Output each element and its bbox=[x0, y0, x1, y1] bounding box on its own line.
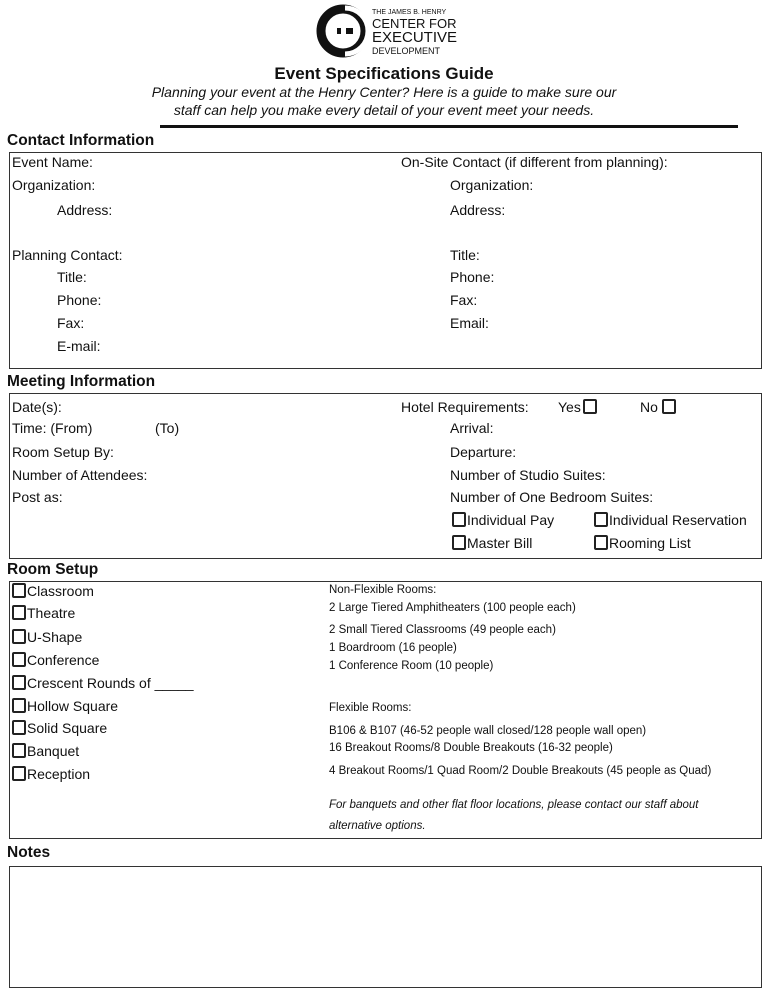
time-from-label: Time: (From) bbox=[12, 420, 93, 436]
option-label: Hollow Square bbox=[27, 698, 119, 714]
room-setup-heading: Room Setup bbox=[7, 561, 99, 578]
checkbox[interactable] bbox=[12, 629, 26, 644]
room-setup-option[interactable] bbox=[12, 605, 75, 621]
non-flex-room: 2 Large Tiered Amphitheaters (100 people each) bbox=[329, 602, 576, 614]
attendees-label: Number of Attendees: bbox=[12, 467, 148, 483]
checkbox[interactable] bbox=[12, 743, 26, 758]
option-label: Banquet bbox=[27, 743, 80, 759]
flex-room: B106 & B107 (46-52 people wall closed/128 people wall open) bbox=[329, 725, 647, 737]
checkbox[interactable] bbox=[594, 512, 608, 527]
option-label: Individual Reservation bbox=[609, 512, 747, 528]
checkbox[interactable] bbox=[452, 512, 466, 527]
checkbox[interactable] bbox=[12, 675, 26, 690]
option-label: Crescent Rounds of _____ bbox=[27, 675, 194, 691]
flex-room: 16 Breakout Rooms/8 Double Breakouts (16-32 people) bbox=[329, 742, 613, 754]
checkbox[interactable] bbox=[12, 583, 26, 598]
subtitle-line1: Planning your event at the Henry Center? Here is a guide to make sure our bbox=[151, 84, 617, 100]
no-label: No bbox=[640, 399, 658, 415]
checkbox[interactable] bbox=[12, 766, 26, 781]
non-flex-room: 1 Boardroom (16 people) bbox=[329, 642, 457, 654]
departure-label: Departure: bbox=[450, 444, 517, 460]
page-title: Event Specifications Guide bbox=[274, 64, 494, 83]
hotel-yes-option[interactable] bbox=[558, 399, 598, 415]
option-label: Conference bbox=[27, 652, 100, 668]
onsite-contact-label: On-Site Contact (if different from planning): bbox=[401, 154, 668, 170]
onsite-address-label: Address: bbox=[450, 202, 506, 218]
option-label: Master Bill bbox=[467, 535, 533, 551]
arrival-label: Arrival: bbox=[450, 420, 494, 436]
one-bedroom-suites-label: Number of One Bedroom Suites: bbox=[450, 489, 654, 505]
room-setup-option[interactable] bbox=[12, 766, 90, 782]
individual-reservation-option[interactable] bbox=[594, 512, 747, 528]
dates-label: Date(s): bbox=[12, 399, 62, 415]
room-setup-option[interactable] bbox=[12, 652, 99, 668]
checkbox[interactable] bbox=[12, 652, 26, 667]
room-setup-option[interactable] bbox=[12, 698, 118, 714]
room-setup-option[interactable] bbox=[12, 720, 107, 736]
master-bill-option[interactable] bbox=[452, 535, 532, 551]
flex-heading: Flexible Rooms: bbox=[329, 702, 412, 714]
option-label: Classroom bbox=[27, 583, 94, 599]
yes-checkbox[interactable] bbox=[583, 399, 597, 414]
option-label: Individual Pay bbox=[467, 512, 555, 528]
notes-heading: Notes bbox=[7, 844, 51, 861]
non-flex-heading: Non-Flexible Rooms: bbox=[329, 584, 437, 596]
checkbox[interactable] bbox=[12, 605, 26, 620]
event-name-label: Event Name: bbox=[12, 154, 93, 170]
non-flex-room: 2 Small Tiered Classrooms (49 people each) bbox=[329, 624, 556, 636]
phone-label: Phone: bbox=[57, 292, 102, 308]
post-as-label: Post as: bbox=[12, 489, 63, 505]
logo-line1: THE JAMES B. HENRY bbox=[372, 9, 447, 16]
rooming-list-option[interactable] bbox=[594, 535, 691, 551]
option-label: Solid Square bbox=[27, 720, 108, 736]
checkbox[interactable] bbox=[12, 720, 26, 735]
banquet-note-line2: alternative options. bbox=[329, 820, 426, 832]
banquet-note-line1: For banquets and other flat floor locations, please contact our staff about bbox=[329, 799, 699, 811]
address-label: Address: bbox=[57, 202, 113, 218]
logo-line2: CENTER FOR bbox=[372, 16, 457, 31]
checkbox[interactable] bbox=[12, 698, 26, 713]
email-label: E-mail: bbox=[57, 338, 101, 354]
room-setup-option[interactable] bbox=[12, 743, 79, 759]
onsite-email-label: Email: bbox=[450, 315, 489, 331]
checkbox[interactable] bbox=[452, 535, 466, 550]
logo-mark-icon bbox=[315, 2, 373, 60]
option-label: Reception bbox=[27, 766, 91, 782]
no-checkbox[interactable] bbox=[662, 399, 676, 414]
yes-label: Yes bbox=[558, 399, 581, 415]
header-divider bbox=[160, 125, 738, 128]
hotel-requirements-label: Hotel Requirements: bbox=[401, 399, 529, 415]
title-label: Title: bbox=[57, 269, 87, 285]
time-to-label: (To) bbox=[155, 420, 180, 436]
room-setup-option[interactable] bbox=[12, 583, 94, 599]
option-label: Rooming List bbox=[609, 535, 691, 551]
logo-line3: EXECUTIVE bbox=[372, 29, 458, 46]
room-setup-option[interactable] bbox=[12, 629, 82, 645]
subtitle-line2: staff can help you make every detail of your event meet your needs. bbox=[173, 102, 595, 118]
meeting-heading: Meeting Information bbox=[7, 373, 156, 390]
room-setup-option[interactable] bbox=[12, 675, 194, 691]
logo-line4: DEVELOPMENT bbox=[372, 46, 441, 56]
checkbox[interactable] bbox=[594, 535, 608, 550]
organization-label: Organization: bbox=[12, 177, 96, 193]
planning-contact-label: Planning Contact: bbox=[12, 247, 123, 263]
onsite-fax-label: Fax: bbox=[450, 292, 478, 308]
hotel-no-option[interactable] bbox=[640, 399, 677, 415]
individual-pay-option[interactable] bbox=[452, 512, 554, 528]
contact-heading: Contact Information bbox=[7, 132, 155, 149]
option-label: Theatre bbox=[27, 605, 76, 621]
room-setup-by-label: Room Setup By: bbox=[12, 444, 114, 460]
onsite-title-label: Title: bbox=[450, 247, 480, 263]
onsite-phone-label: Phone: bbox=[450, 269, 495, 285]
notes-textarea[interactable] bbox=[9, 866, 762, 988]
non-flex-room: 1 Conference Room (10 people) bbox=[329, 660, 494, 672]
flex-room: 4 Breakout Rooms/1 Quad Room/2 Double Breakouts (45 people as Quad) bbox=[329, 765, 712, 777]
option-label: U-Shape bbox=[27, 629, 83, 645]
fax-label: Fax: bbox=[57, 315, 85, 331]
onsite-organization-label: Organization: bbox=[450, 177, 534, 193]
logo bbox=[315, 2, 475, 60]
studio-suites-label: Number of Studio Suites: bbox=[450, 467, 606, 483]
